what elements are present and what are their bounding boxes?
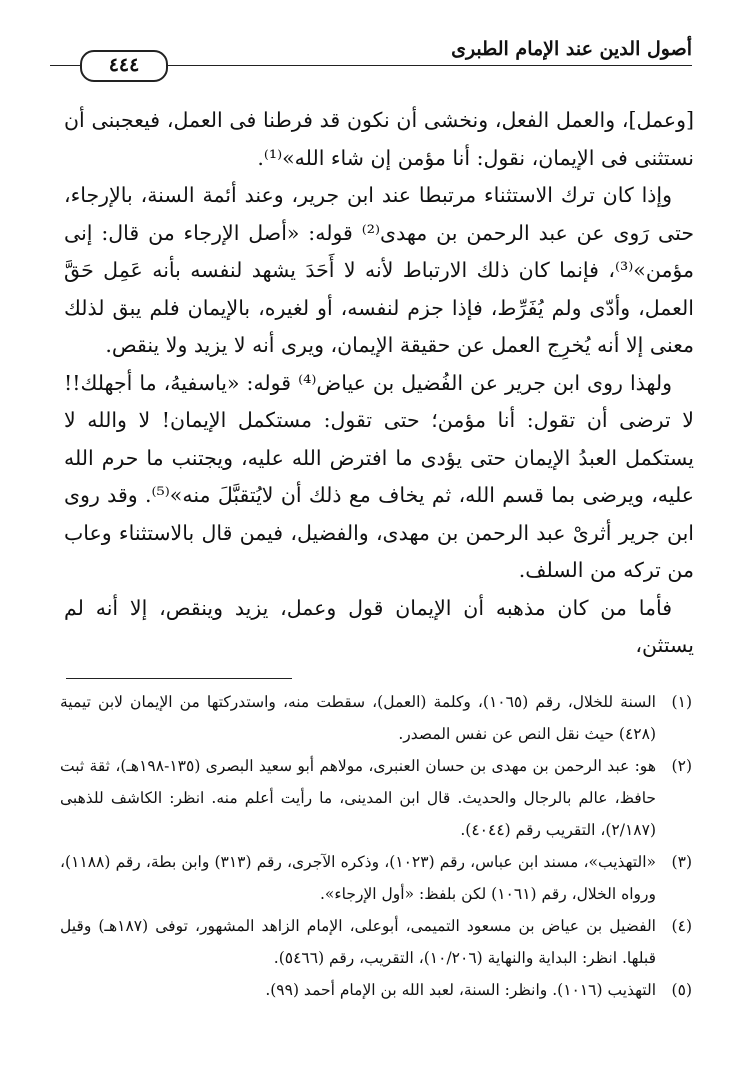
footnote-number: (٢) [671,757,692,775]
footnote [60,846,692,910]
footnote-text: التهذيب (١٠١٦). وانظر: السنة، لعبد الله بن الإمام أحمد (٩٩). [265,981,656,999]
paragraph: [وعمل]، والعمل الفعل، ونخشى أن نكون قد فرطنا فى العمل، فيعجبنى أن نستثنى فى الإيمان، نقول: أنا مؤمن إن شاء الله»⁽¹⁾. [64,108,694,170]
footnote [60,750,692,846]
footnote-number: (٣) [671,853,692,871]
footnote [60,974,692,1006]
footnote [60,686,692,750]
footnote-text: هو: عبد الرحمن بن مهدى بن حسان العنبرى، مولاهم أبو سعيد البصرى (١٣٥-١٩٨هـ)، ثقة ثبت حافظ، عالم بالرجال والحديث. قال ابن المدينى، ما رأيت أعلم منه. انظر: الكاشف للذهبى (٢/١٨٧)، التقريب رقم (٤٠٤٤). [60,757,656,839]
footnote-number: (١) [671,693,692,711]
paragraph: فأما من كان مذهبه أن الإيمان قول وعمل، يزيد وينقص، إلا أنه لم يستثن، [64,595,694,657]
page-number-badge: ٤٤٤ [80,50,168,82]
paragraph: ولهذا روى ابن جرير عن الفُضيل بن عياض⁽⁴⁾ قوله: «ياسفيهُ، ما أجهلك!! لا ترضى أن تقول: أنا مؤمن؛ حتى تقول: مستكمل الإيمان! لا والله لا يستكمل العبدُ الإيمان حتى يؤدى ما افترض الله عليه، ويجتنب ما حرم الله عليه، ويرضى بما قسم الله، ثم يخاف مع ذلك أن لايُتقبَّلَ منه»⁽⁵⁾. وقد روى ابن جرير أثرىْ عبد الرحمن بن مهدى، والفضيل، فيمن قال بالاستثناء وعاب من تركه من السلف. [64,370,695,582]
main-text [64,102,694,665]
footnote-separator [66,678,292,679]
page-header [50,38,692,76]
footnote-text: الفضيل بن عياض بن مسعود التميمى، أبوعلى، الإمام الزاهد المشهور، توفى (١٨٧هـ) وقيل قبلها. انظر: البداية والنهاية (١٠/٢٠٦)، التقريب، رقم (٥٤٦٦). [60,917,656,967]
footnote-text: «التهذيب»، مسند ابن عباس، رقم (١٠٢٣)، وذكره الآجرى، رقم (٣١٣) وابن بطة، رقم (١١٨٨)، ورواه الخلال، رقم (١٠٦١) لكن بلفظ: «أول الإرجاء». [60,853,656,903]
paragraph: وإذا كان ترك الاستثناء مرتبطا عند ابن جرير، وعند أئمة السنة، بالإرجاء، حتى رَوى عن عبد الرحمن بن مهدى⁽²⁾ قوله: «أصل الإرجاء من قال: إنى مؤمن»⁽³⁾، فإنما كان ذلك الارتباط لأنه لا أَحَدَ يشهد لنفسه بأنه عَمِل حَقَّ العمل، وأدّى ولم يُفَرِّط، فإذا جزم لنفسه، أو لغيره، بالإيمان فلم يبق لذلك معنى إلا أنه يُخرِج العمل عن حقيقة الإيمان، ويرى أنه لا يزيد ولا ينقص. [64,183,695,357]
footnote-text: السنة للخلال، رقم (١٠٦٥)، وكلمة (العمل)، سقطت منه، واستدركتها من الإيمان لابن تيمية (٤٢٨) حيث نقل النص عن نفس المصدر. [60,693,656,743]
footnote-number: (٤) [671,917,692,935]
footnotes [60,686,692,1006]
running-title: أصول الدين عند الإمام الطبرى [451,38,692,60]
footnote-number: (٥) [671,981,692,999]
footnote [60,910,692,974]
